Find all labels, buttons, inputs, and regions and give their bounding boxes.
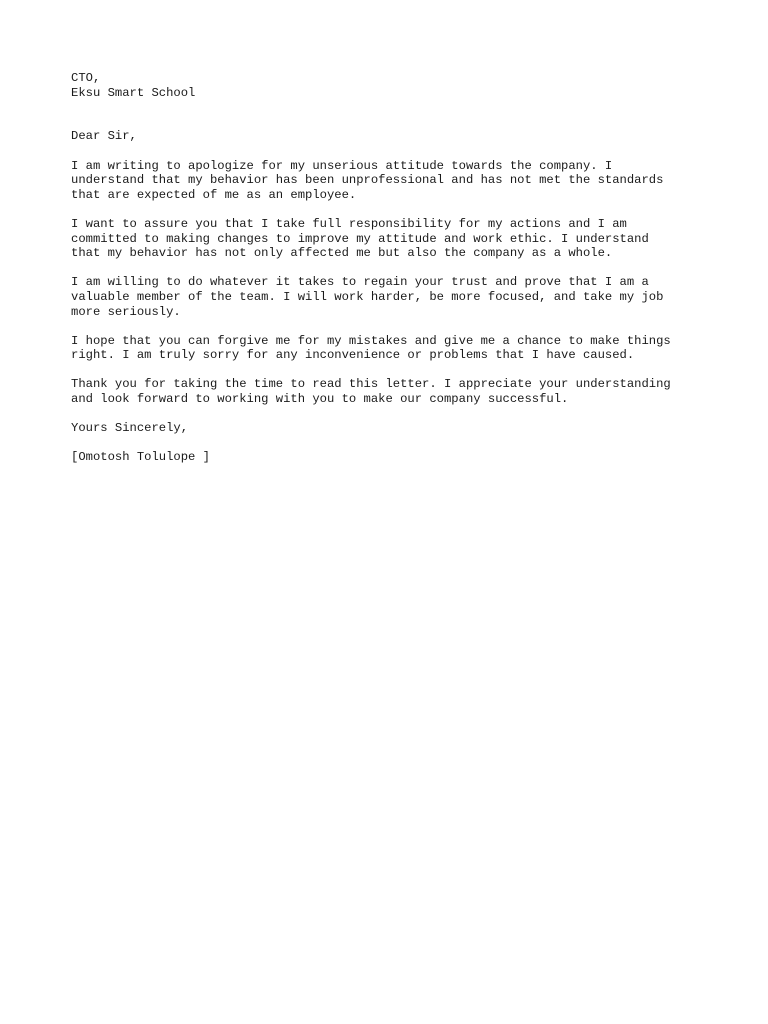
recipient-address	[71, 71, 711, 100]
paragraph-line: and look forward to working with you to make our company successful.	[71, 392, 569, 407]
body-paragraph-3	[71, 275, 711, 319]
signature-name: [Omotosh Tolulope ]	[71, 450, 210, 465]
salutation-text: Dear Sir,	[71, 129, 137, 144]
paragraph-line: right. I am truly sorry for any inconvenience or problems that I have caused.	[71, 348, 635, 363]
paragraph-line: Thank you for taking the time to read this letter. I appreciate your understanding	[71, 377, 671, 392]
paragraph-line: committed to making changes to improve my attitude and work ethic. I understand	[71, 231, 649, 246]
letter-page	[71, 71, 711, 465]
closing	[71, 421, 711, 436]
paragraph-line: understand that my behavior has been unprofessional and has not met the standards	[71, 173, 664, 188]
paragraph-line: more seriously.	[71, 304, 181, 319]
body-paragraph-2	[71, 217, 711, 261]
paragraph-line: that are expected of me as an employee.	[71, 187, 357, 202]
recipient-title: CTO,	[71, 71, 101, 85]
paragraph-line: I hope that you can forgive me for my mistakes and give me a chance to make things	[71, 333, 671, 348]
body-paragraph-5	[71, 377, 711, 406]
paragraph-line: valuable member of the team. I will work harder, be more focused, and take my job	[71, 289, 664, 304]
recipient-organization: Eksu Smart School	[71, 85, 196, 100]
salutation	[71, 129, 711, 144]
closing-text: Yours Sincerely,	[71, 421, 189, 436]
body-paragraph-4	[71, 334, 711, 363]
paragraph-line: that my behavior has not only affected me but also the company as a whole.	[71, 246, 613, 261]
paragraph-line: I am writing to apologize for my unserious attitude towards the company. I	[71, 158, 613, 173]
body-paragraph-1	[71, 159, 711, 203]
paragraph-line: I am willing to do whatever it takes to regain your trust and prove that I am a	[71, 275, 649, 290]
paragraph-line: I want to assure you that I take full responsibility for my actions and I am	[71, 216, 627, 231]
signature	[71, 450, 711, 465]
